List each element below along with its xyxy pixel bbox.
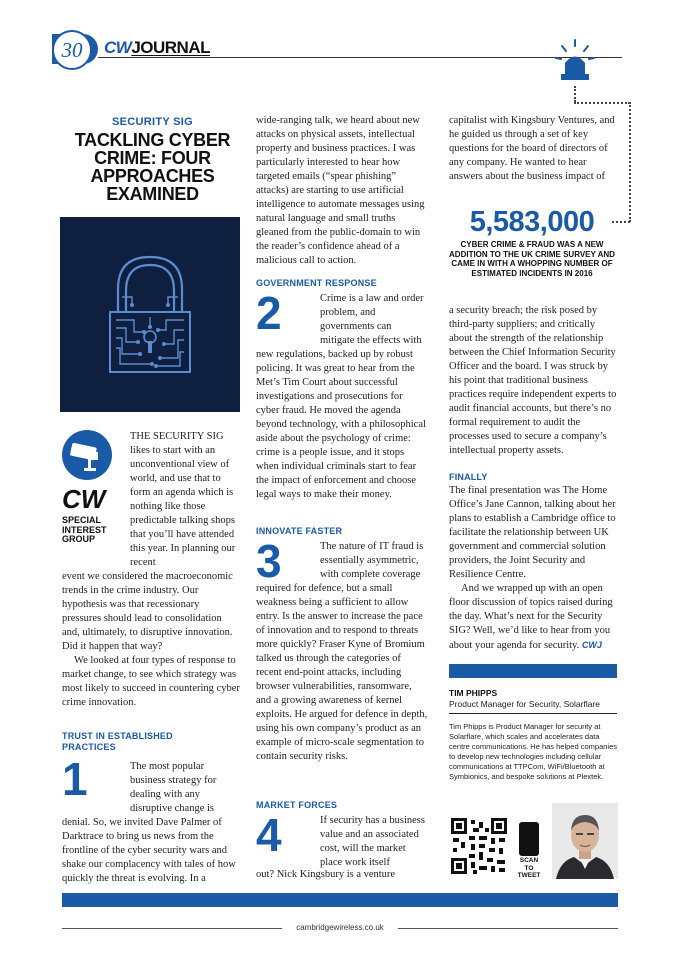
bottom-band <box>62 893 618 907</box>
body-text: THE SECURITY SIG likes to start with an unconventional view of world, and use that to form an agenda which is nothing like those predictable talking shops that you’ll have attended this year. In planning our recent <box>130 431 236 568</box>
author-bio: Tim Phipps is Product Manager for security at Solarflare, which scales and accelerates data centre communications. He has helped companies to develop new technologies including cellular communications at TTPCom, WiFi/Bluetooth at Symbionics, and bespoke solutions at Plextek. <box>449 722 618 781</box>
sig-line: SPECIAL <box>62 515 102 525</box>
section-1-wrapped <box>130 760 238 816</box>
body-text: a security breach; the risk posed by third-party suppliers; and critically about the strength of the relationship between the Chief Information Security Officer and the board. I was struck by his point that traditional business practices require independent experts to audit financial accounts, but there’s no formal requirement to audit the processes used to secure a company’s intellectual property assets. <box>449 305 617 456</box>
col3-continued <box>449 114 617 184</box>
sig-line: GROUP <box>62 534 96 544</box>
page-number: 30 <box>52 30 92 70</box>
body-text: capitalist with Kingsbury Ventures, and he guided us through a set of key questions for the board of directors of any company. He wanted to hear answers about the business impact of <box>449 115 615 182</box>
logo-cw: CW <box>104 38 132 57</box>
section-heading-4: MARKET FORCES <box>256 800 338 810</box>
intro-paragraph-wrapped <box>130 430 238 570</box>
section-4-wrapped <box>320 814 428 870</box>
section-2-wrapped <box>320 292 428 348</box>
sig-logo-text <box>62 516 107 545</box>
end-mark: CWJ <box>581 640 602 650</box>
bio-band <box>449 664 617 678</box>
body-text: new regulations, backed up by robust policing. It was great to hear from the Met’s Tim Court about successful investigations and prosecutions for cyber fraud. He moved the agenda beyond technology, with a philosophical aside about the psychology of crime: crime is a people issue, and it stops when individual criminals start to fear the impact of enforcement and choose legal ways to make their money. <box>256 349 426 500</box>
siren-icon <box>555 38 595 88</box>
scan-to-tweet-label <box>513 857 545 880</box>
sig-line: INTEREST <box>62 524 107 535</box>
body-text: If security has a business value and an associated cost, will the market place work itself <box>320 815 425 868</box>
intro-paragraph-cont <box>62 570 240 710</box>
stat-caption: CYBER CRIME & FRAUD WAS A NEW ADDITION TO THE UK CRIME SURVEY AND CAME IN WITH A WHOPPING NUMBER OF ESTIMATED INCIDENTS IN 2016 <box>449 240 615 278</box>
section-2-cont <box>256 348 428 502</box>
dotted-connector <box>629 102 631 222</box>
section-1-cont <box>62 816 240 886</box>
dotted-connector <box>612 221 630 223</box>
body-text: The nature of IT fraud is essentially asymmetric, with complete coverage <box>320 541 424 580</box>
padlock-circuit-image <box>60 217 240 412</box>
body-text: wide-ranging talk, we heard about new attacks on physical assets, intellectual property and business practices. I was particularly interested to hear how targeted emails (“spear phishing” attacks) are starting to use artificial intelligence to automate messages using natural language and small truths gleaned from the public-domain to win the reader’s confidence ahead of a malicious call to action. <box>256 115 425 266</box>
stat-number: 5,583,000 <box>469 206 595 238</box>
scan-line: TO <box>524 864 534 872</box>
body-text: And we wrapped up with an open floor discussion of topics raised during the day. What’s next for the Security SIG? Well, we’d like to hear from you about your agenda for security. <box>449 583 613 651</box>
padlock-icon <box>60 217 240 412</box>
author-role: Product Manager for Security, Solarflare <box>449 699 601 709</box>
body-text: Crime is a law and order problem, and governments can mitigate the effects with <box>320 293 424 346</box>
bio-divider <box>449 713 617 714</box>
footer-url[interactable]: cambridgewireless.co.uk <box>296 923 384 932</box>
logo-journal: JOURNAL <box>131 38 210 57</box>
body-text: We looked at four types of response to market change, to see which strategy was most likely to succeed in countering cyber crime innovation. <box>62 655 240 708</box>
scan-line: SCAN <box>519 857 539 864</box>
body-text: The final presentation was The Home Office’s Jane Cannon, talking about her plans to establish a Cambridge office to facilitate the relationship between UK government and commercial solution providers, the Joint Security and Resilience Centre. <box>449 485 616 580</box>
section-4-cont <box>256 868 428 882</box>
body-text: out? Nick Kingsbury is a venture <box>256 869 396 880</box>
dotted-connector <box>574 86 576 102</box>
camera-icon <box>62 430 112 480</box>
author-portrait <box>552 803 618 879</box>
body-text: required for defence, but a small weakness being a sufficient to allow entry. Is the answer to increase the pace of innovation and to respond to threats more quickly? Fraser Kyne of Bromium talked us through the categories of recent end-point attacks, including browser vulnerabilities, ransomware, and a growing awareness of kernel exploits. He argued for defence in depth, using his own company’s product as an example of micro-scale segmentation to contain security risks. <box>256 583 428 762</box>
section-number-2: 2 <box>256 287 282 339</box>
section-heading-finally: FINALLY <box>449 472 488 482</box>
finally-section <box>449 484 617 653</box>
body-text: The most popular business strategy for dealing with any disruptive change is <box>130 761 217 814</box>
article-title: TACKLING CYBER CRIME: FOUR APPROACHES EXAMINED <box>74 130 231 204</box>
scan-line: TWEET <box>517 872 541 879</box>
author-name: TIM PHIPPS <box>449 688 498 698</box>
col3-cont2 <box>449 304 617 458</box>
section-heading-2: GOVERNMENT RESPONSE <box>256 278 377 288</box>
col2-continued <box>256 114 428 268</box>
section-number-3: 3 <box>256 535 282 587</box>
section-number-4: 4 <box>256 809 282 861</box>
body-text: denial. So, we invited Dave Palmer of Darktrace to bring us news from the frontline of the cyber security wars and shake our complacency with tales of how quickly the threat is evolving. In a <box>62 817 236 884</box>
body-text: event we considered the macroeconomic trends in the crime industry. Our hypothesis was that recessionary pressures should lead to consolidation and, ultimately, to disruptive innovation. Did it happen that way? <box>62 571 233 652</box>
section-3-cont <box>256 582 428 764</box>
dotted-connector <box>574 102 630 104</box>
section-number-1: 1 <box>62 753 88 805</box>
section-3-wrapped <box>320 540 428 582</box>
phone-icon <box>519 822 539 856</box>
qr-code[interactable] <box>451 818 507 874</box>
sig-cw-logo: CW <box>62 484 106 514</box>
section-heading-3: INNOVATE FASTER <box>256 526 343 536</box>
section-heading-1: TRUST IN ESTABLISHED PRACTICES <box>62 731 173 752</box>
article-kicker: SECURITY SIG <box>111 116 194 128</box>
cw-journal-logo <box>104 38 210 58</box>
